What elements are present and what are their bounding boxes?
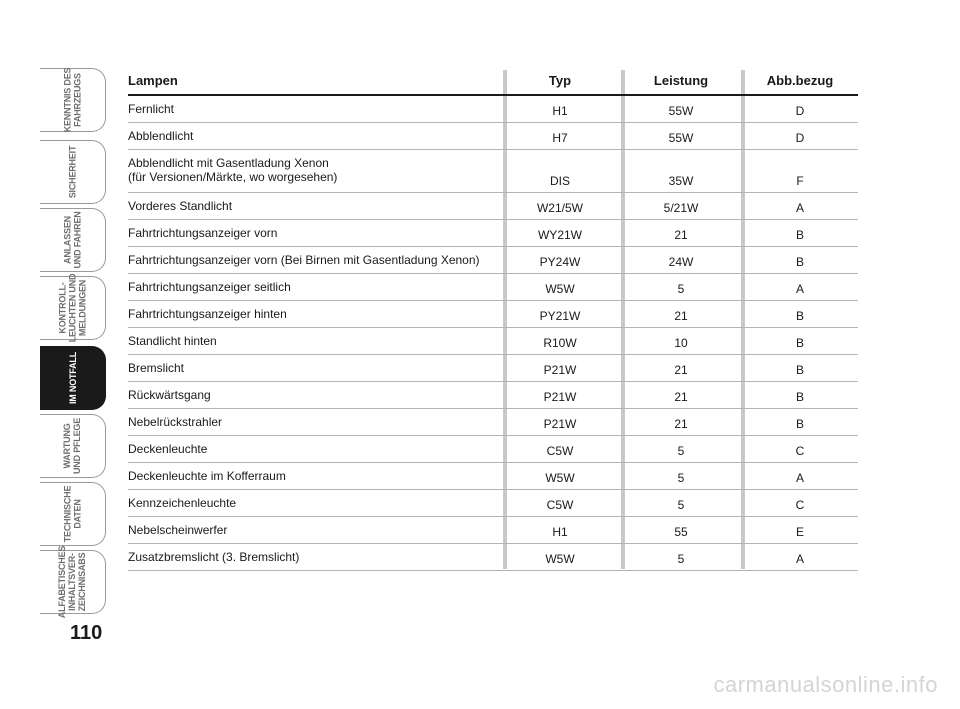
cell-lampe: Deckenleuchte im Kofferraum	[128, 469, 286, 483]
watermark: carmanualsonline.info	[713, 672, 938, 697]
cell-lampe: Fahrtrichtungsanzeiger hinten	[128, 307, 287, 321]
cell-abb-bezug: A	[795, 471, 804, 485]
cell-leistung: 21	[674, 228, 688, 242]
chapter-tab-label: WARTUNG UND PFLEGE	[62, 417, 83, 475]
cell-abb-bezug: A	[795, 552, 804, 566]
table-row	[128, 490, 858, 517]
chapter-tab[interactable]	[40, 208, 106, 272]
table-row	[128, 247, 858, 274]
cell-leistung: 55W	[668, 131, 694, 145]
table-row	[128, 301, 858, 328]
cell-lampe: Vorderes Standlicht	[128, 199, 233, 213]
cell-abb-bezug: B	[795, 309, 804, 323]
cell-abb-bezug: B	[795, 228, 804, 242]
cell-lampe: Fahrtrichtungsanzeiger vorn	[128, 226, 278, 240]
cell-abb-bezug: B	[795, 255, 804, 269]
chapter-tab[interactable]	[40, 482, 106, 546]
chapter-tab-label: ALFABETISCHES INHALTSVER- ZEICHNISABS	[57, 545, 88, 619]
chapter-tab-label: TECHNISCHE DATEN	[62, 485, 83, 543]
cell-typ: W21/5W	[536, 201, 583, 215]
cell-typ: P21W	[543, 417, 577, 431]
header-lampen: Lampen	[128, 73, 178, 88]
bulb-table	[128, 70, 858, 571]
cell-leistung: 5	[677, 552, 685, 566]
cell-abb-bezug: D	[795, 104, 805, 118]
chapter-tab[interactable]	[40, 68, 106, 132]
cell-lampe: Standlicht hinten	[128, 334, 217, 348]
cell-abb-bezug: A	[795, 201, 804, 215]
cell-abb-bezug: B	[795, 390, 804, 404]
cell-abb-bezug: A	[795, 282, 804, 296]
cell-lampe: Deckenleuchte	[128, 442, 208, 456]
cell-typ: PY24W	[539, 255, 581, 269]
table-row	[128, 150, 858, 193]
cell-lampe: Abblendlicht mit Gasentladung Xenon (für Versionen/Märkte, wo worgesehen)	[128, 156, 338, 184]
cell-lampe: Kennzeichenleuchte	[128, 496, 237, 510]
cell-abb-bezug: B	[795, 336, 804, 350]
cell-typ: H1	[552, 104, 568, 118]
table-row	[128, 328, 858, 355]
cell-lampe: Nebelscheinwerfer	[128, 523, 228, 537]
chapter-tab[interactable]	[40, 140, 106, 204]
table-row	[128, 382, 858, 409]
chapter-tab-label: IM NOTFALL	[67, 352, 78, 404]
cell-abb-bezug: E	[795, 525, 804, 539]
cell-abb-bezug: B	[795, 417, 804, 431]
cell-typ: R10W	[543, 336, 577, 350]
table-row	[128, 517, 858, 544]
cell-typ: W5W	[545, 471, 575, 485]
chapter-tab-label: ANLASSEN UND FAHREN	[62, 211, 83, 269]
cell-abb-bezug: D	[795, 131, 805, 145]
chapter-tab[interactable]	[40, 346, 106, 410]
cell-leistung: 5	[677, 498, 685, 512]
table-row	[128, 355, 858, 382]
table-row	[128, 436, 858, 463]
chapter-tab-label: KENNTNIS DES FAHRZEUGS	[62, 67, 83, 133]
cell-abb-bezug: F	[796, 174, 804, 188]
cell-leistung: 21	[674, 390, 688, 404]
cell-typ: W5W	[545, 552, 575, 566]
cell-leistung: 35W	[668, 174, 694, 188]
cell-abb-bezug: C	[795, 498, 805, 512]
cell-lampe: Nebelrückstrahler	[128, 415, 223, 429]
cell-leistung: 24W	[668, 255, 694, 269]
table-row	[128, 220, 858, 247]
cell-lampe: Zusatzbremslicht (3. Bremslicht)	[128, 550, 300, 564]
chapter-tab-label: SICHERHEIT	[67, 145, 78, 199]
cell-lampe: Fernlicht	[128, 102, 175, 116]
cell-typ: P21W	[543, 363, 577, 377]
cell-leistung: 55W	[668, 104, 694, 118]
cell-typ: P21W	[543, 390, 577, 404]
cell-typ: DIS	[549, 174, 570, 188]
cell-leistung: 5/21W	[663, 201, 699, 215]
table-row	[128, 123, 858, 150]
table-row	[128, 96, 858, 123]
chapter-tab-label: KONTROLL- LEUCHTEN UND MELDUNGEN	[57, 273, 88, 343]
cell-leistung: 21	[674, 363, 688, 377]
cell-leistung: 10	[674, 336, 688, 350]
cell-typ: W5W	[545, 282, 575, 296]
cell-abb-bezug: B	[795, 363, 804, 377]
cell-lampe: Fahrtrichtungsanzeiger vorn (Bei Birnen mit Gasentladung Xenon)	[128, 253, 480, 267]
table-row	[128, 274, 858, 301]
table-row	[128, 463, 858, 490]
table-header	[128, 70, 858, 96]
cell-leistung: 21	[674, 309, 688, 323]
cell-leistung: 5	[677, 471, 685, 485]
cell-typ: PY21W	[539, 309, 581, 323]
header-leistung: Leistung	[653, 73, 709, 88]
header-typ: Typ	[548, 73, 572, 88]
cell-typ: H1	[552, 525, 568, 539]
cell-lampe: Bremslicht	[128, 361, 185, 375]
page-number: 110	[70, 622, 103, 644]
cell-leistung: 55	[674, 525, 688, 539]
table-row	[128, 544, 858, 571]
chapter-tab[interactable]	[40, 545, 106, 619]
cell-typ: C5W	[546, 444, 574, 458]
cell-typ: H7	[552, 131, 568, 145]
cell-lampe: Rückwärtsgang	[128, 388, 211, 402]
cell-lampe: Abblendlicht	[128, 129, 194, 143]
cell-typ: C5W	[546, 498, 574, 512]
cell-lampe: Fahrtrichtungsanzeiger seitlich	[128, 280, 291, 294]
chapter-tab[interactable]	[40, 273, 106, 343]
cell-leistung: 5	[677, 444, 685, 458]
cell-leistung: 21	[674, 417, 688, 431]
cell-leistung: 5	[677, 282, 685, 296]
cell-typ: WY21W	[537, 228, 582, 242]
table-body	[128, 96, 858, 571]
header-abb-bezug: Abb.bezug	[766, 73, 834, 88]
cell-abb-bezug: C	[795, 444, 805, 458]
table-row	[128, 409, 858, 436]
table-row	[128, 193, 858, 220]
chapter-tab[interactable]	[40, 414, 106, 478]
